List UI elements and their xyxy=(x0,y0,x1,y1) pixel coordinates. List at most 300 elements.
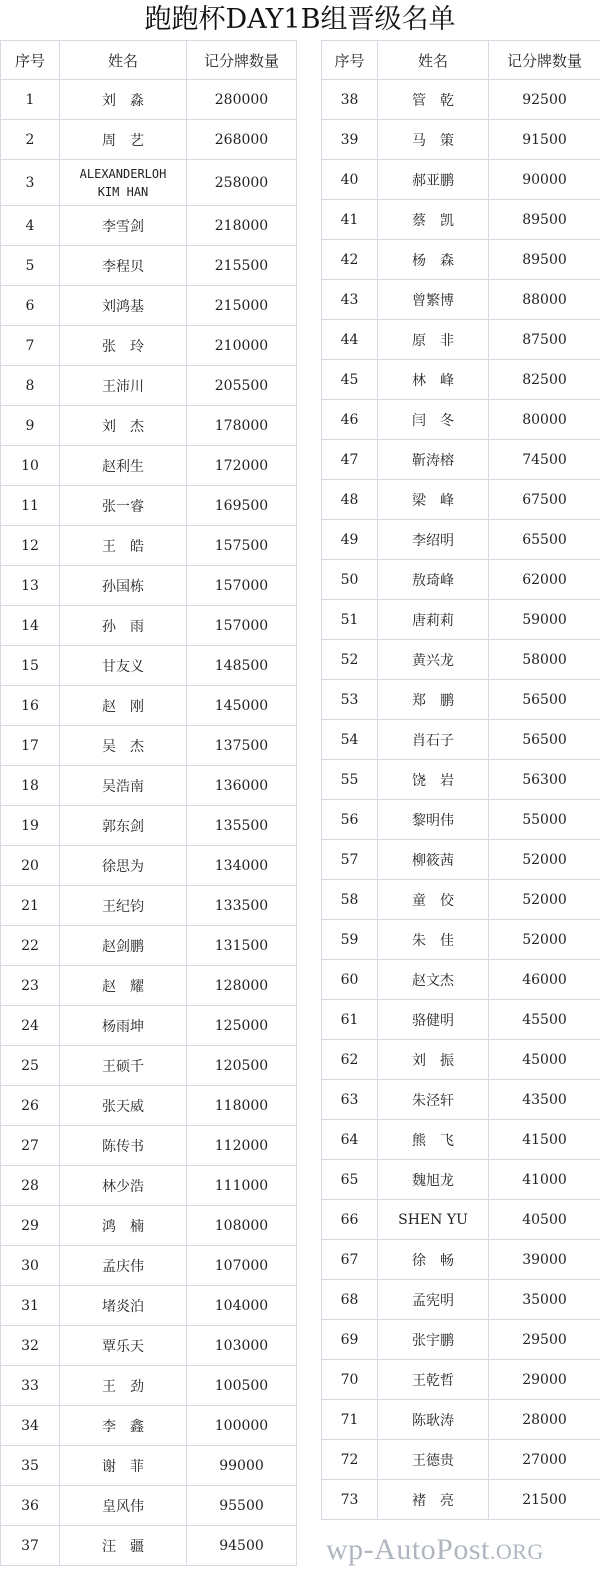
row-chips: 128000 xyxy=(187,966,297,1006)
table-header-row xyxy=(322,41,600,80)
row-chips: 46000 xyxy=(489,960,600,1000)
row-seq: 21 xyxy=(1,886,60,926)
table-row xyxy=(322,520,600,560)
row-chips: 94500 xyxy=(187,1526,297,1566)
row-chips: 218000 xyxy=(187,206,297,246)
row-name: ALEXANDERLOH KIM HAN xyxy=(60,160,187,206)
table-row xyxy=(322,1160,600,1200)
row-seq: 68 xyxy=(322,1280,378,1320)
table-row xyxy=(1,120,297,160)
row-name: 刘 淼 xyxy=(60,80,187,120)
row-name: 王德贵 xyxy=(378,1440,489,1480)
row-name: 周 艺 xyxy=(60,120,187,160)
row-seq: 25 xyxy=(1,1046,60,1086)
row-name: 郝亚鹏 xyxy=(378,160,489,200)
row-chips: 89500 xyxy=(489,200,600,240)
row-chips: 55000 xyxy=(489,800,600,840)
row-seq: 11 xyxy=(1,486,60,526)
row-name: 靳涛榕 xyxy=(378,440,489,480)
table-row xyxy=(1,606,297,646)
row-chips: 135500 xyxy=(187,806,297,846)
row-chips: 40500 xyxy=(489,1200,600,1240)
row-seq: 24 xyxy=(1,1006,60,1046)
row-chips: 45500 xyxy=(489,1000,600,1040)
table-row xyxy=(322,240,600,280)
row-seq: 59 xyxy=(322,920,378,960)
row-name: 鸿 楠 xyxy=(60,1206,187,1246)
row-chips: 28000 xyxy=(489,1400,600,1440)
table-row xyxy=(322,920,600,960)
row-chips: 178000 xyxy=(187,406,297,446)
row-chips: 62000 xyxy=(489,560,600,600)
row-chips: 67500 xyxy=(489,480,600,520)
watermark-main: wp-AutoPost xyxy=(326,1533,490,1566)
table-row xyxy=(322,1080,600,1120)
table-row xyxy=(1,526,297,566)
table-row xyxy=(1,80,297,120)
row-chips: 41000 xyxy=(489,1160,600,1200)
row-chips: 169500 xyxy=(187,486,297,526)
row-seq: 42 xyxy=(322,240,378,280)
row-seq: 70 xyxy=(322,1360,378,1400)
row-seq: 7 xyxy=(1,326,60,366)
row-chips: 100500 xyxy=(187,1366,297,1406)
header-chips: 记分牌数量 xyxy=(187,41,297,80)
row-chips: 52000 xyxy=(489,840,600,880)
table-row xyxy=(1,1246,297,1286)
row-chips: 125000 xyxy=(187,1006,297,1046)
table-row xyxy=(322,1320,600,1360)
row-name: 唐莉莉 xyxy=(378,600,489,640)
row-name: 赵文杰 xyxy=(378,960,489,1000)
row-chips: 41500 xyxy=(489,1120,600,1160)
row-name: 孙国栋 xyxy=(60,566,187,606)
row-seq: 55 xyxy=(322,760,378,800)
table-row xyxy=(1,1286,297,1326)
table-row xyxy=(322,120,600,160)
row-seq: 14 xyxy=(1,606,60,646)
row-name: 熊 飞 xyxy=(378,1120,489,1160)
row-chips: 45000 xyxy=(489,1040,600,1080)
row-name: 刘 振 xyxy=(378,1040,489,1080)
row-name: 郑 鹏 xyxy=(378,680,489,720)
table-row xyxy=(322,1240,600,1280)
row-seq: 31 xyxy=(1,1286,60,1326)
row-name: 骆健明 xyxy=(378,1000,489,1040)
table-row xyxy=(1,1326,297,1366)
table-row xyxy=(1,806,297,846)
row-seq: 40 xyxy=(322,160,378,200)
row-seq: 60 xyxy=(322,960,378,1000)
row-name: 赵 耀 xyxy=(60,966,187,1006)
watermark-suffix: .ORG xyxy=(490,1539,544,1564)
row-seq: 72 xyxy=(322,1440,378,1480)
row-name: 赵 刚 xyxy=(60,686,187,726)
row-chips: 205500 xyxy=(187,366,297,406)
table-row xyxy=(1,326,297,366)
row-seq: 30 xyxy=(1,1246,60,1286)
row-seq: 67 xyxy=(322,1240,378,1280)
row-name: 闫 冬 xyxy=(378,400,489,440)
row-seq: 73 xyxy=(322,1480,378,1520)
row-name: 吴浩南 xyxy=(60,766,187,806)
row-seq: 45 xyxy=(322,360,378,400)
table-row xyxy=(322,200,600,240)
row-chips: 157000 xyxy=(187,566,297,606)
row-seq: 8 xyxy=(1,366,60,406)
row-seq: 69 xyxy=(322,1320,378,1360)
row-chips: 120500 xyxy=(187,1046,297,1086)
row-chips: 134000 xyxy=(187,846,297,886)
row-name: 林 峰 xyxy=(378,360,489,400)
table-row xyxy=(1,1046,297,1086)
row-name: 赵利生 xyxy=(60,446,187,486)
qualifier-table-right-body xyxy=(322,41,600,1520)
row-chips: 80000 xyxy=(489,400,600,440)
row-name: 黎明伟 xyxy=(378,800,489,840)
row-chips: 99000 xyxy=(187,1446,297,1486)
row-seq: 26 xyxy=(1,1086,60,1126)
row-chips: 39000 xyxy=(489,1240,600,1280)
row-name: 汪 疆 xyxy=(60,1526,187,1566)
row-seq: 52 xyxy=(322,640,378,680)
row-chips: 59000 xyxy=(489,600,600,640)
row-seq: 17 xyxy=(1,726,60,766)
row-seq: 34 xyxy=(1,1406,60,1446)
table-row xyxy=(322,800,600,840)
table-row xyxy=(1,1486,297,1526)
row-name: 李 鑫 xyxy=(60,1406,187,1446)
row-chips: 148500 xyxy=(187,646,297,686)
row-name: 赵剑鹏 xyxy=(60,926,187,966)
row-seq: 51 xyxy=(322,600,378,640)
row-name: 管 乾 xyxy=(378,80,489,120)
row-chips: 131500 xyxy=(187,926,297,966)
row-chips: 56300 xyxy=(489,760,600,800)
row-chips: 100000 xyxy=(187,1406,297,1446)
row-seq: 54 xyxy=(322,720,378,760)
row-chips: 88000 xyxy=(489,280,600,320)
row-seq: 46 xyxy=(322,400,378,440)
row-chips: 103000 xyxy=(187,1326,297,1366)
row-name: 徐思为 xyxy=(60,846,187,886)
table-row xyxy=(322,640,600,680)
row-seq: 41 xyxy=(322,200,378,240)
row-name: 吴 杰 xyxy=(60,726,187,766)
row-name: 朱泾轩 xyxy=(378,1080,489,1120)
row-seq: 6 xyxy=(1,286,60,326)
table-row xyxy=(1,206,297,246)
row-seq: 66 xyxy=(322,1200,378,1240)
table-row xyxy=(322,720,600,760)
row-chips: 52000 xyxy=(489,920,600,960)
row-name: 王硕千 xyxy=(60,1046,187,1086)
row-name: 陈耿涛 xyxy=(378,1400,489,1440)
row-name: 蔡 凯 xyxy=(378,200,489,240)
row-name: 覃乐天 xyxy=(60,1326,187,1366)
row-seq: 49 xyxy=(322,520,378,560)
table-row xyxy=(1,1126,297,1166)
row-chips: 92500 xyxy=(489,80,600,120)
row-chips: 157000 xyxy=(187,606,297,646)
table-row xyxy=(1,246,297,286)
row-chips: 258000 xyxy=(187,160,297,206)
row-name: 褚 亮 xyxy=(378,1480,489,1520)
row-name: 原 非 xyxy=(378,320,489,360)
header-name: 姓名 xyxy=(60,41,187,80)
row-chips: 74500 xyxy=(489,440,600,480)
row-chips: 52000 xyxy=(489,880,600,920)
row-seq: 65 xyxy=(322,1160,378,1200)
row-chips: 136000 xyxy=(187,766,297,806)
qualifier-table-right xyxy=(321,40,600,1520)
row-chips: 43500 xyxy=(489,1080,600,1120)
table-row xyxy=(322,320,600,360)
row-name: 王乾哲 xyxy=(378,1360,489,1400)
row-seq: 35 xyxy=(1,1446,60,1486)
row-chips: 172000 xyxy=(187,446,297,486)
row-name: 敖琦峰 xyxy=(378,560,489,600)
row-seq: 18 xyxy=(1,766,60,806)
row-seq: 53 xyxy=(322,680,378,720)
row-chips: 104000 xyxy=(187,1286,297,1326)
row-seq: 47 xyxy=(322,440,378,480)
row-seq: 22 xyxy=(1,926,60,966)
row-seq: 15 xyxy=(1,646,60,686)
row-seq: 5 xyxy=(1,246,60,286)
table-row xyxy=(1,926,297,966)
table-row xyxy=(1,1006,297,1046)
row-name: 孟庆伟 xyxy=(60,1246,187,1286)
row-name: 曾繁博 xyxy=(378,280,489,320)
row-name: 张宇鹏 xyxy=(378,1320,489,1360)
header-seq: 序号 xyxy=(1,41,60,80)
row-seq: 37 xyxy=(1,1526,60,1566)
row-chips: 87500 xyxy=(489,320,600,360)
row-chips: 29000 xyxy=(489,1360,600,1400)
row-name: 王沛川 xyxy=(60,366,187,406)
header-seq: 序号 xyxy=(322,41,378,80)
row-name: 堵炎泊 xyxy=(60,1286,187,1326)
table-row xyxy=(1,966,297,1006)
row-chips: 145000 xyxy=(187,686,297,726)
table-row xyxy=(1,1366,297,1406)
row-name: 杨雨坤 xyxy=(60,1006,187,1046)
row-seq: 32 xyxy=(1,1326,60,1366)
row-seq: 50 xyxy=(322,560,378,600)
row-seq: 27 xyxy=(1,1126,60,1166)
row-name: 马 策 xyxy=(378,120,489,160)
table-row xyxy=(1,486,297,526)
table-row xyxy=(322,600,600,640)
table-row xyxy=(322,400,600,440)
row-name: 李雪剑 xyxy=(60,206,187,246)
row-name: 谢 菲 xyxy=(60,1446,187,1486)
table-row xyxy=(1,366,297,406)
row-name: 孙 雨 xyxy=(60,606,187,646)
row-seq: 16 xyxy=(1,686,60,726)
row-chips: 89500 xyxy=(489,240,600,280)
row-name: 张一睿 xyxy=(60,486,187,526)
row-seq: 43 xyxy=(322,280,378,320)
row-chips: 82500 xyxy=(489,360,600,400)
row-chips: 280000 xyxy=(187,80,297,120)
row-seq: 38 xyxy=(322,80,378,120)
row-chips: 111000 xyxy=(187,1166,297,1206)
table-row xyxy=(322,560,600,600)
table-row xyxy=(1,686,297,726)
row-seq: 63 xyxy=(322,1080,378,1120)
table-row xyxy=(322,1000,600,1040)
row-name: SHEN YU xyxy=(378,1200,489,1240)
row-seq: 13 xyxy=(1,566,60,606)
table-row xyxy=(1,886,297,926)
table-row xyxy=(1,160,297,206)
row-chips: 133500 xyxy=(187,886,297,926)
table-row xyxy=(322,960,600,1000)
row-chips: 137500 xyxy=(187,726,297,766)
row-name: 张 玲 xyxy=(60,326,187,366)
table-row xyxy=(1,286,297,326)
table-row xyxy=(322,1120,600,1160)
row-chips: 157500 xyxy=(187,526,297,566)
row-chips: 268000 xyxy=(187,120,297,160)
table-row xyxy=(322,480,600,520)
row-seq: 2 xyxy=(1,120,60,160)
row-seq: 23 xyxy=(1,966,60,1006)
row-chips: 65500 xyxy=(489,520,600,560)
row-name: 张天威 xyxy=(60,1086,187,1126)
row-seq: 57 xyxy=(322,840,378,880)
row-chips: 215000 xyxy=(187,286,297,326)
table-row xyxy=(1,406,297,446)
row-chips: 29500 xyxy=(489,1320,600,1360)
qualifier-table-left xyxy=(0,40,297,1566)
row-chips: 21500 xyxy=(489,1480,600,1520)
row-chips: 91500 xyxy=(489,120,600,160)
row-chips: 90000 xyxy=(489,160,600,200)
table-row xyxy=(322,1280,600,1320)
page-title: 跑跑杯DAY1B组晋级名单 xyxy=(0,0,600,40)
row-chips: 56500 xyxy=(489,720,600,760)
row-name: 皇风伟 xyxy=(60,1486,187,1526)
row-name: 王 皓 xyxy=(60,526,187,566)
row-name: 童 佼 xyxy=(378,880,489,920)
table-row xyxy=(1,1406,297,1446)
table-row xyxy=(322,280,600,320)
row-chips: 58000 xyxy=(489,640,600,680)
row-name: 徐 畅 xyxy=(378,1240,489,1280)
table-row xyxy=(1,646,297,686)
table-row xyxy=(1,1166,297,1206)
row-seq: 44 xyxy=(322,320,378,360)
row-seq: 28 xyxy=(1,1166,60,1206)
table-header-row xyxy=(1,41,297,80)
row-seq: 12 xyxy=(1,526,60,566)
table-row xyxy=(322,160,600,200)
row-chips: 108000 xyxy=(187,1206,297,1246)
row-chips: 107000 xyxy=(187,1246,297,1286)
row-name: 梁 峰 xyxy=(378,480,489,520)
row-name: 王纪钧 xyxy=(60,886,187,926)
row-chips: 27000 xyxy=(489,1440,600,1480)
row-chips: 95500 xyxy=(187,1486,297,1526)
table-row xyxy=(1,846,297,886)
row-seq: 36 xyxy=(1,1486,60,1526)
table-row xyxy=(322,440,600,480)
row-seq: 20 xyxy=(1,846,60,886)
row-seq: 64 xyxy=(322,1120,378,1160)
table-row xyxy=(322,1440,600,1480)
table-row xyxy=(322,1480,600,1520)
row-name: 王 劲 xyxy=(60,1366,187,1406)
row-chips: 112000 xyxy=(187,1126,297,1166)
table-row xyxy=(322,80,600,120)
row-name: 柳筱茜 xyxy=(378,840,489,880)
table-row xyxy=(1,1526,297,1566)
table-row xyxy=(1,766,297,806)
row-name: 孟宪明 xyxy=(378,1280,489,1320)
table-row xyxy=(322,880,600,920)
row-name: 朱 佳 xyxy=(378,920,489,960)
table-row xyxy=(1,566,297,606)
row-chips: 215500 xyxy=(187,246,297,286)
row-name: 李绍明 xyxy=(378,520,489,560)
row-chips: 56500 xyxy=(489,680,600,720)
row-seq: 29 xyxy=(1,1206,60,1246)
row-name: 陈传书 xyxy=(60,1126,187,1166)
qualifier-table-left-body xyxy=(1,41,297,1566)
table-row xyxy=(322,760,600,800)
row-name: 甘友义 xyxy=(60,646,187,686)
watermark xyxy=(326,1531,600,1569)
row-seq: 9 xyxy=(1,406,60,446)
row-chips: 210000 xyxy=(187,326,297,366)
row-seq: 19 xyxy=(1,806,60,846)
row-seq: 1 xyxy=(1,80,60,120)
row-name: 刘鸿基 xyxy=(60,286,187,326)
row-seq: 62 xyxy=(322,1040,378,1080)
row-seq: 48 xyxy=(322,480,378,520)
row-name: 林少浩 xyxy=(60,1166,187,1206)
row-name: 肖石子 xyxy=(378,720,489,760)
table-row xyxy=(322,1400,600,1440)
row-seq: 10 xyxy=(1,446,60,486)
table-row xyxy=(1,1446,297,1486)
header-name: 姓名 xyxy=(378,41,489,80)
row-seq: 4 xyxy=(1,206,60,246)
table-row xyxy=(322,1040,600,1080)
row-seq: 39 xyxy=(322,120,378,160)
row-name: 饶 岩 xyxy=(378,760,489,800)
header-chips: 记分牌数量 xyxy=(489,41,600,80)
row-name: 黄兴龙 xyxy=(378,640,489,680)
table-row xyxy=(322,1360,600,1400)
row-name: 杨 森 xyxy=(378,240,489,280)
table-row xyxy=(1,1086,297,1126)
table-row xyxy=(322,680,600,720)
row-name: 李程贝 xyxy=(60,246,187,286)
row-seq: 33 xyxy=(1,1366,60,1406)
row-seq: 61 xyxy=(322,1000,378,1040)
table-row xyxy=(322,360,600,400)
row-chips: 35000 xyxy=(489,1280,600,1320)
row-seq: 58 xyxy=(322,880,378,920)
row-seq: 71 xyxy=(322,1400,378,1440)
row-name: 刘 杰 xyxy=(60,406,187,446)
table-row xyxy=(1,1206,297,1246)
row-name: 郭东剑 xyxy=(60,806,187,846)
